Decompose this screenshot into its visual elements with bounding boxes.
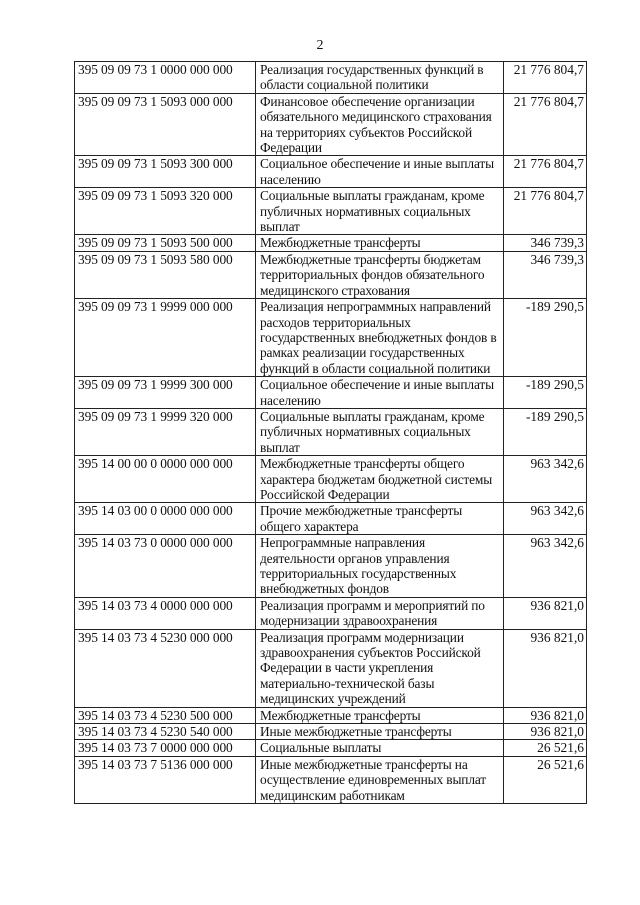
- budget-code-cell: 395 09 09 73 1 9999 000 000: [75, 299, 256, 377]
- amount-cell: 21 776 804,7: [504, 93, 587, 156]
- table-row: [75, 724, 587, 740]
- table-row: [75, 756, 587, 803]
- description-cell: Социальные выплаты: [256, 740, 504, 756]
- amount-cell: 21 776 804,7: [504, 188, 587, 235]
- table-row: [75, 251, 587, 298]
- amount-cell: 963 342,6: [504, 503, 587, 535]
- amount-cell: 936 821,0: [504, 707, 587, 723]
- description-cell: Прочие межбюджетные трансферты общего характера: [256, 503, 504, 535]
- budget-code-cell: 395 09 09 73 1 5093 500 000: [75, 235, 256, 251]
- budget-table: [74, 61, 587, 804]
- amount-cell: 963 342,6: [504, 456, 587, 503]
- description-cell: Межбюджетные трансферты: [256, 707, 504, 723]
- table-row: [75, 188, 587, 235]
- budget-code-cell: 395 14 03 73 4 5230 000 000: [75, 629, 256, 707]
- table-row: [75, 597, 587, 629]
- budget-code-cell: 395 09 09 73 1 0000 000 000: [75, 62, 256, 94]
- table-row: [75, 62, 587, 94]
- amount-cell: 936 821,0: [504, 597, 587, 629]
- description-cell: Финансовое обеспечение организации обязательного медицинского страхования на территориях субъектов Российской Федерации: [256, 93, 504, 156]
- budget-code-cell: 395 09 09 73 1 9999 320 000: [75, 408, 256, 455]
- description-cell: Реализация программ и мероприятий по модернизации здравоохранения: [256, 597, 504, 629]
- budget-code-cell: 395 09 09 73 1 5093 300 000: [75, 156, 256, 188]
- description-cell: Межбюджетные трансферты: [256, 235, 504, 251]
- budget-code-cell: 395 14 03 00 0 0000 000 000: [75, 503, 256, 535]
- description-cell: Непрограммные направления деятельности органов управления территориальных государственных внебюджетных фондов: [256, 535, 504, 598]
- table-row: [75, 629, 587, 707]
- description-cell: Социальное обеспечение и иные выплаты населению: [256, 156, 504, 188]
- amount-cell: 936 821,0: [504, 724, 587, 740]
- description-cell: Иные межбюджетные трансферты на осуществление единовременных выплат медицинским работникам: [256, 756, 504, 803]
- budget-code-cell: 395 14 03 73 7 0000 000 000: [75, 740, 256, 756]
- amount-cell: 26 521,6: [504, 756, 587, 803]
- table-row: [75, 377, 587, 409]
- table-row: [75, 740, 587, 756]
- description-cell: Межбюджетные трансферты бюджетам территориальных фондов обязательного медицинского страхования: [256, 251, 504, 298]
- description-cell: Реализация программ модернизации здравоохранения субъектов Российской Федерации в части укрепления материально-технической базы медицинских учреждений: [256, 629, 504, 707]
- table-row: [75, 408, 587, 455]
- description-cell: Социальное обеспечение и иные выплаты населению: [256, 377, 504, 409]
- budget-code-cell: 395 09 09 73 1 5093 320 000: [75, 188, 256, 235]
- table-row: [75, 503, 587, 535]
- description-cell: Реализация государственных функций в области социальной политики: [256, 62, 504, 94]
- table-row: [75, 156, 587, 188]
- description-cell: Реализация непрограммных направлений расходов территориальных государственных внебюджетных фондов в рамках реализации государственных функций в области социальной политики: [256, 299, 504, 377]
- budget-code-cell: 395 09 09 73 1 5093 580 000: [75, 251, 256, 298]
- table-row: [75, 456, 587, 503]
- amount-cell: 21 776 804,7: [504, 62, 587, 94]
- amount-cell: 346 739,3: [504, 251, 587, 298]
- amount-cell: -189 290,5: [504, 299, 587, 377]
- description-cell: Социальные выплаты гражданам, кроме публичных нормативных социальных выплат: [256, 188, 504, 235]
- table-row: [75, 707, 587, 723]
- budget-code-cell: 395 14 03 73 4 5230 500 000: [75, 707, 256, 723]
- description-cell: Социальные выплаты гражданам, кроме публичных нормативных социальных выплат: [256, 408, 504, 455]
- amount-cell: 963 342,6: [504, 535, 587, 598]
- amount-cell: 26 521,6: [504, 740, 587, 756]
- description-cell: Иные межбюджетные трансферты: [256, 724, 504, 740]
- budget-code-cell: 395 09 09 73 1 9999 300 000: [75, 377, 256, 409]
- table-row: [75, 299, 587, 377]
- table-row: [75, 93, 587, 156]
- table-row: [75, 535, 587, 598]
- page-number: 2: [316, 38, 324, 53]
- budget-code-cell: 395 09 09 73 1 5093 000 000: [75, 93, 256, 156]
- table-row: [75, 235, 587, 251]
- amount-cell: -189 290,5: [504, 377, 587, 409]
- budget-code-cell: 395 14 00 00 0 0000 000 000: [75, 456, 256, 503]
- budget-code-cell: 395 14 03 73 0 0000 000 000: [75, 535, 256, 598]
- amount-cell: -189 290,5: [504, 408, 587, 455]
- amount-cell: 936 821,0: [504, 629, 587, 707]
- budget-code-cell: 395 14 03 73 4 5230 540 000: [75, 724, 256, 740]
- description-cell: Межбюджетные трансферты общего характера бюджетам бюджетной системы Российской Федерации: [256, 456, 504, 503]
- budget-code-cell: 395 14 03 73 7 5136 000 000: [75, 756, 256, 803]
- amount-cell: 21 776 804,7: [504, 156, 587, 188]
- amount-cell: 346 739,3: [504, 235, 587, 251]
- budget-code-cell: 395 14 03 73 4 0000 000 000: [75, 597, 256, 629]
